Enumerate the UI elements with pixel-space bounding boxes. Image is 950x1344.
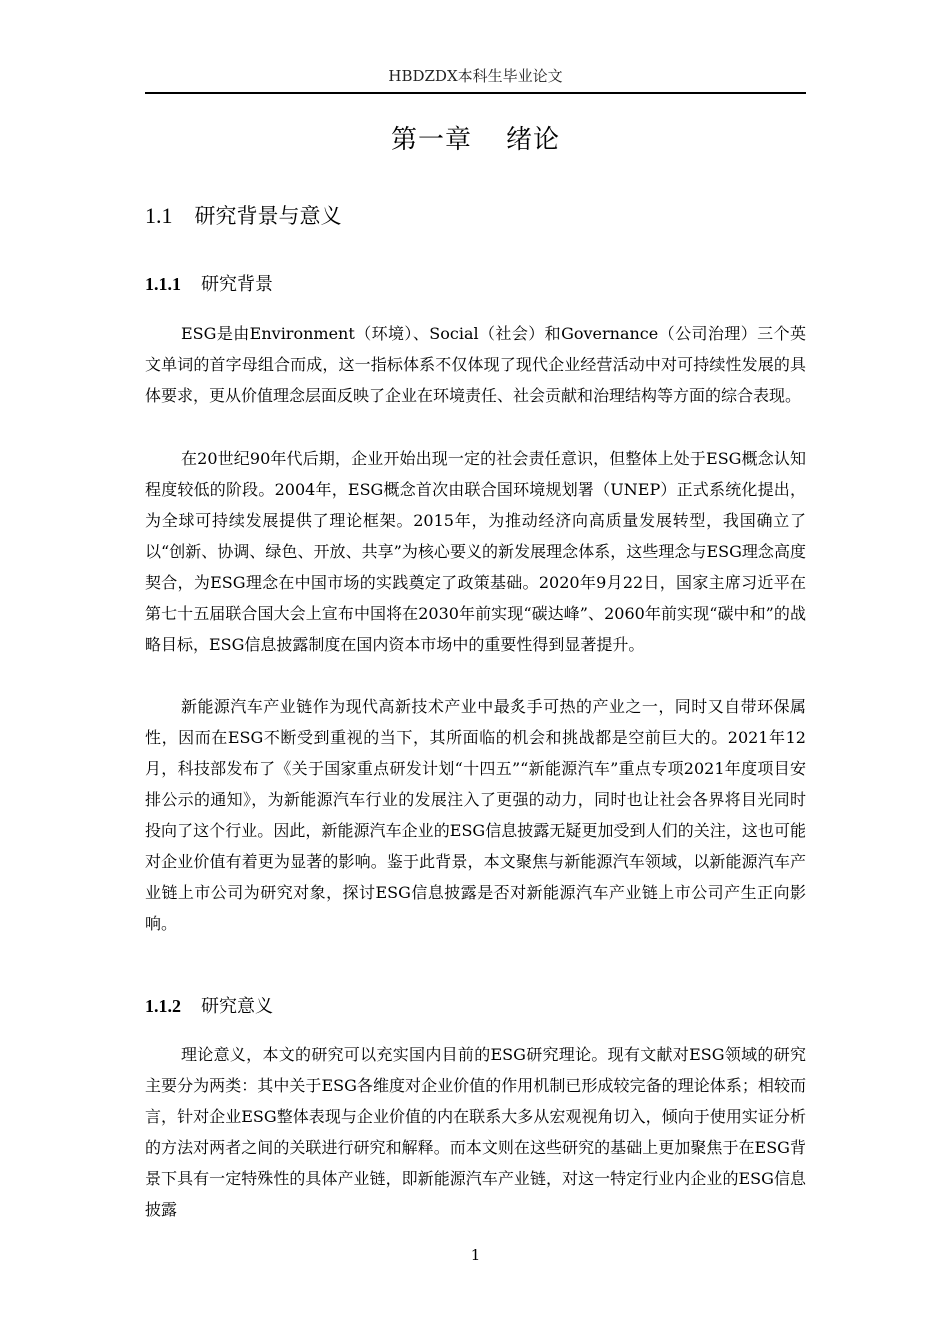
body-paragraph: 在20世纪90年代后期，企业开始出现一定的社会责任意识，但整体上处于ESG概念认知程度较低的阶段。2004年，ESG概念首次由联合国环境规划署（UNEP）正式系统化提出，为全球可持续发展提供了理论框架。2015年，为推动经济向高质量发展转型，我国确立了以“创新、协调、绿色、开放、共享”为核心要义的新发展理念体系，这些理念与ESG理念高度契合，为ESG理念在中国市场的实践奠定了政策基础。2020年9月22日，国家主席习近平在第七十五届联合国大会上宣布中国将在2030年前实现“碳达峰”、2060年前实现“碳中和”的战略目标，ESG信息披露制度在国内资本市场中的重要性得到显著提升。 — [145, 449, 806, 654]
chapter-title — [145, 122, 806, 158]
subsection-heading-significance — [145, 992, 273, 1021]
page-number: 1 — [470, 1246, 481, 1264]
subsection-heading-background — [145, 270, 273, 299]
body-paragraph: 理论意义，本文的研究可以充实国内目前的ESG研究理论。现有文献对ESG领域的研究主要分为两类：其中关于ESG各维度对企业价值的作用机制已形成较完备的理论体系；相较而言，针对企业ESG整体表现与企业价值的内在联系大多从宏观视角切入，倾向于使用实证分析的方法对两者之间的关联进行研究和解释。而本文则在这些研究的基础上更加聚焦于在ESG背景下具有一定特殊性的具体产业链，即新能源汽车产业链，对这一特定行业内企业的ESG信息披露 — [145, 1045, 806, 1219]
body-paragraph: 新能源汽车产业链作为现代高新技术产业中最炙手可热的产业之一，同时又自带环保属性，因而在ESG不断受到重视的当下，其所面临的机会和挑战都是空前巨大的。2021年12月，科技部发布了《关于国家重点研发计划“十四五”“新能源汽车”重点专项2021年度项目安排公示的通知》，为新能源汽车行业的发展注入了更强的动力，同时也让社会各界将目光同时投向了这个行业。因此，新能源汽车企业的ESG信息披露无疑更加受到人们的关注，这也可能对企业价值有着更为显著的影响。鉴于此背景，本文聚焦与新能源汽车领域，以新能源汽车产业链上市公司为研究对象，探讨ESG信息披露是否对新能源汽车产业链上市公司产生正向影响。 — [145, 697, 806, 933]
subsection-number: 1.1.1 — [145, 274, 181, 294]
running-header: HBDZDX本科生毕业论文 — [388, 67, 563, 85]
header-rule — [145, 92, 806, 94]
subsection-title: 研究背景 — [201, 274, 273, 295]
section-heading — [145, 199, 342, 234]
subsection-title: 研究意义 — [201, 996, 273, 1017]
chapter-number-label: 第一章 — [390, 125, 472, 155]
body-paragraph: ESG是由Environment（环境）、Social（社会）和Governance（公司治理）三个英文单词的首字母组合而成，这一指标体系不仅体现了现代企业经营活动中对可持续性发展的具体要求，更从价值理念层面反映了企业在环境责任、社会贡献和治理结构等方面的综合表现。 — [145, 324, 806, 405]
chapter-title-text: 绪论 — [506, 125, 561, 155]
section-title: 研究背景与意义 — [194, 204, 342, 228]
subsection-number: 1.1.2 — [145, 996, 181, 1016]
section-number: 1.1 — [145, 203, 173, 228]
